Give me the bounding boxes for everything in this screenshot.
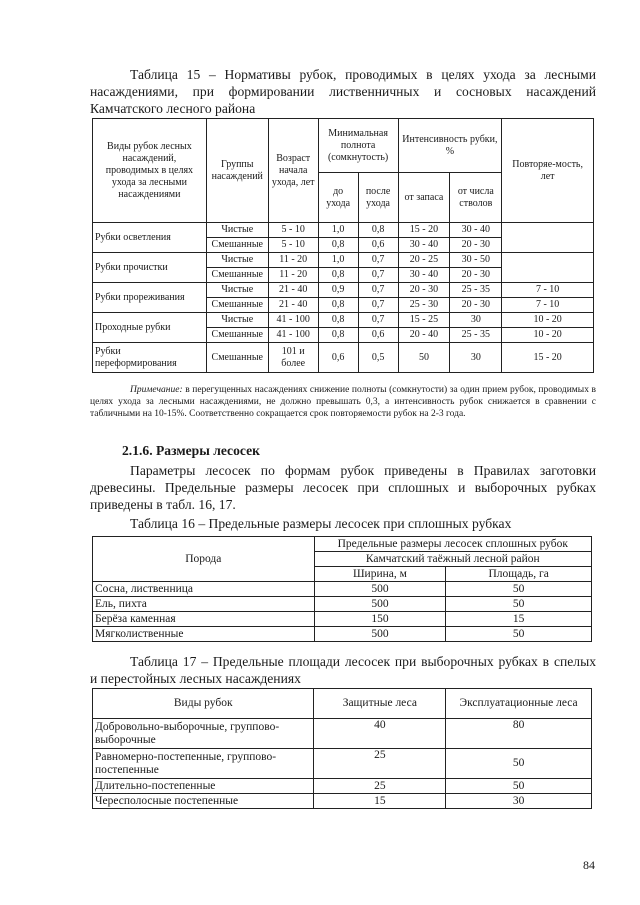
header-types: Виды рубок лесных насаждений, проводимых в целях ухода за лесными насаждениями [93, 119, 207, 223]
table15-note: Примечание: в перегущенных насаждениях снижение полноты (сомкнутости) за один прием рубок, проводимых в целях ухода за лесными насаждениями, не должно превышать 0,3, а интенсивность рубок снижается в сравнении с табличными на 10-15%. Соответственно сокращается срок повторяемости рубок на 2-3 года. [90, 385, 596, 419]
header-exploit: Эксплуатационные леса [446, 689, 592, 719]
header-by-trunks: от числа стволов [450, 173, 502, 223]
header-species: Порода [93, 537, 315, 582]
table16-caption: Таблица 16 – Предельные размеры лесосек при сплошных рубках [130, 516, 512, 531]
table-row: Длительно-постепенные 25 50 [93, 779, 592, 794]
header-age: Возраст начала ухода, лет [268, 119, 318, 223]
table-row: Смешанные 5 - 10 0,8 0,6 30 - 40 20 - 30 [93, 238, 594, 253]
header-region: Камчатский таёжный лесной район [314, 552, 591, 567]
table-row: Смешанные 11 - 20 0,8 0,7 30 - 40 20 - 30 [93, 268, 594, 283]
header-protective: Защитные леса [314, 689, 446, 719]
table-row: Смешанные 41 - 100 0,8 0,6 20 - 40 25 - 35 10 - 20 [93, 328, 594, 343]
section-heading: 2.1.6. Размеры лесосек [122, 443, 260, 458]
table17 [92, 688, 592, 809]
table-row: Сосна, лиственница 500 50 [93, 582, 592, 597]
table-row: Рубки переформирования Смешанные 101 и более 0,6 0,5 50 30 15 - 20 [93, 343, 594, 373]
header-after: после ухода [358, 173, 398, 223]
header-before: до ухода [318, 173, 358, 223]
table-row: Рубки прореживания Чистые 21 - 40 0,9 0,7 20 - 30 25 - 35 7 - 10 [93, 283, 594, 298]
table-row: Равномерно-постепенные, группово-постепенные 25 50 [93, 749, 592, 779]
header-area: Площадь, га [446, 567, 592, 582]
header-width: Ширина, м [314, 567, 446, 582]
table-row: Смешанные 21 - 40 0,8 0,7 25 - 30 20 - 30 7 - 10 [93, 298, 594, 313]
header-cut-type: Виды рубок [93, 689, 314, 719]
table-row: Проходные рубки Чистые 41 - 100 0,8 0,7 15 - 25 30 10 - 20 [93, 313, 594, 328]
section-paragraph: Параметры лесосек по формам рубок приведены в Правилах заготовки древесины. Предельные размеры лесосек при сплошных и выборочных рубках приведены в табл. 16, 17. [90, 463, 596, 512]
header-repeat: Повторяе-мость, лет [502, 119, 594, 223]
table15 [92, 118, 594, 373]
table17-caption: Таблица 17 – Предельные площади лесосек при выборочных рубках в спелых и перестойных лесных насаждениях [90, 654, 596, 686]
table-row: Берёза каменная 150 15 [93, 612, 592, 627]
header-by-stock: от запаса [398, 173, 450, 223]
header-intensity: Интенсивность рубки, % [398, 119, 502, 173]
header-min-density: Минимальная полнота (сомкнутость) [318, 119, 398, 173]
page-number: 84 [583, 858, 595, 872]
table-row: Рубки осветления Чистые 5 - 10 1,0 0,8 15 - 20 30 - 40 [93, 223, 594, 238]
table-row: Добровольно-выборочные, группово-выборочные 40 80 [93, 719, 592, 749]
table-row: Ель, пихта 500 50 [93, 597, 592, 612]
table-row: Мягколиственные 500 50 [93, 627, 592, 642]
header-groups: Группы насаждений [206, 119, 268, 223]
table-row: Чересполосные постепенные 15 30 [93, 794, 592, 809]
table15-caption: Таблица 15 – Нормативы рубок, проводимых в целях ухода за лесными насаждениями, при формировании лиственничных и сосновых насаждений Камчатского лесного района [90, 67, 596, 116]
header-limits: Предельные размеры лесосек сплошных рубок [314, 537, 591, 552]
table-row: Рубки прочистки Чистые 11 - 20 1,0 0,7 20 - 25 30 - 50 [93, 253, 594, 268]
table16 [92, 536, 592, 642]
